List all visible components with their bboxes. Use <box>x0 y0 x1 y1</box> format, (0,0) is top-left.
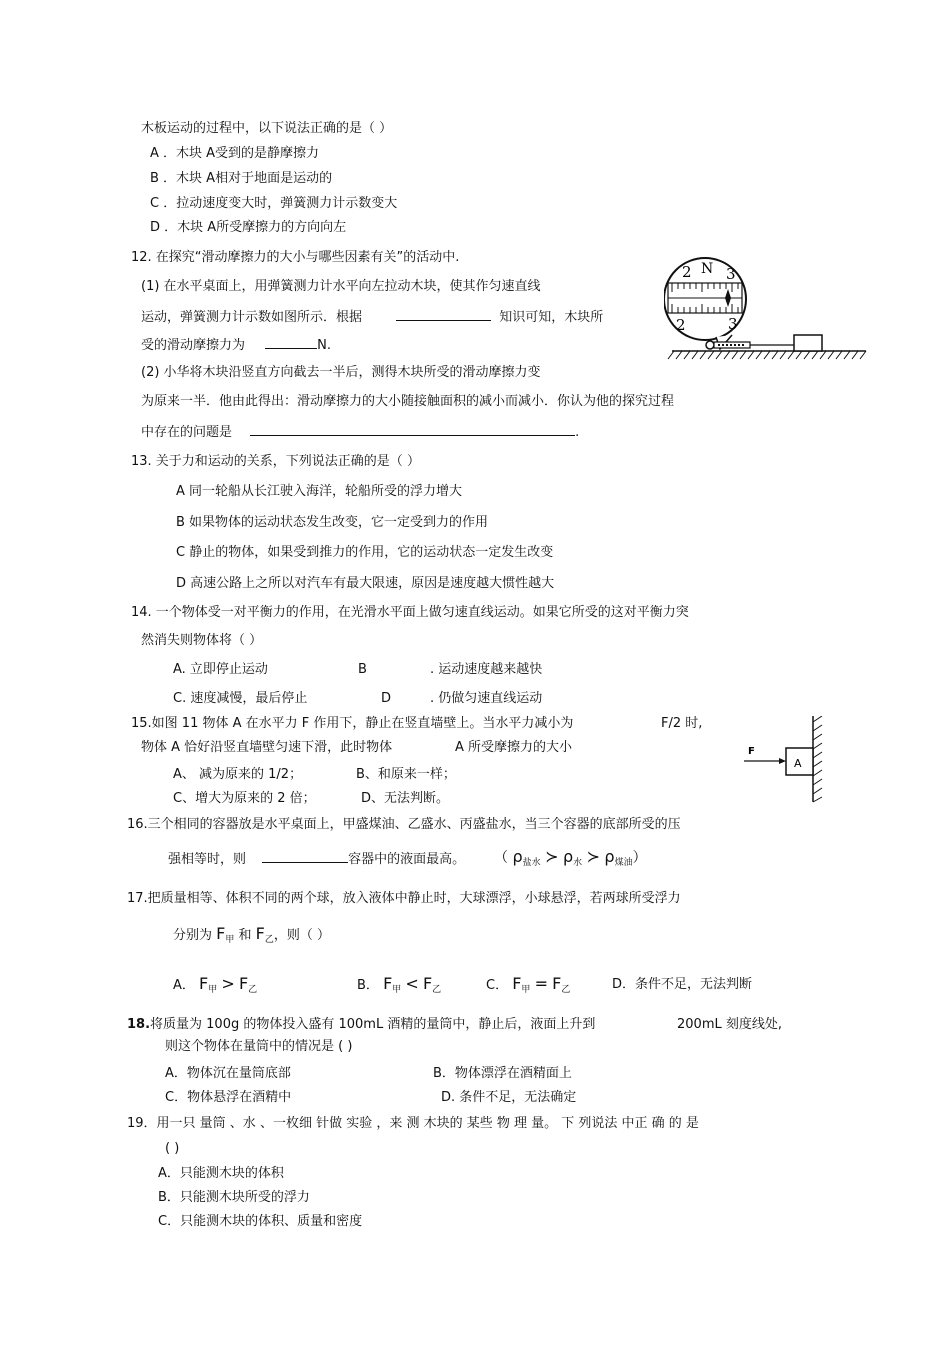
sub-jia: 甲 <box>225 935 235 945</box>
surface-hatch <box>668 351 866 359</box>
q17-stem-line2 <box>173 924 330 950</box>
q12-text: 中存在的问题是 <box>141 425 233 440</box>
sub-jia: 甲 <box>392 985 402 995</box>
q18-option-c: C．物体悬浮在酒精中 <box>165 1090 292 1105</box>
rho-sub-saltwater: 盐水 <box>522 858 541 868</box>
q19-option-a: A．只能测木块的体积 <box>158 1166 284 1181</box>
q19-stem-line2: ( ) <box>165 1141 180 1156</box>
q12-spring-scale-figure <box>664 255 868 373</box>
q12-unit: N. <box>317 338 332 353</box>
q11-option-c: C ．拉动速度变大时，弹簧测力计示数变大 <box>150 196 398 211</box>
q18-option-d: D. 条件不足，无法确定 <box>441 1090 577 1105</box>
q16-text: 强相等时，则 <box>168 852 247 867</box>
q15-stem-line1b: F/2 时, <box>661 716 703 731</box>
q13-stem: 13. 关于力和运动的关系，下列说法正确的是（ ） <box>131 454 420 469</box>
paren-right: ） <box>632 850 647 866</box>
force-f: F <box>216 924 226 943</box>
q12-text: 知识可知，木块所 <box>499 310 604 325</box>
force-f: F <box>238 974 249 993</box>
q11-stem: 木板运动的过程中，以下说法正确的是（ ） <box>141 121 393 136</box>
q16-text: 容器中的液面最高。 <box>348 852 466 867</box>
q17-text: ，则（ ） <box>273 928 331 943</box>
q12-stem: 12. 在探究“滑动摩擦力的大小与哪些因素有关”的活动中. <box>131 250 460 265</box>
force-f: F <box>552 974 562 993</box>
q11-option-d: D ．木块 A所受摩擦力的方向向左 <box>150 220 347 235</box>
wall-hatch <box>813 716 822 802</box>
sub-yi: 乙 <box>264 935 274 945</box>
q18-stem-line1 <box>127 1017 595 1033</box>
q15-option-b: B、和原来一样； <box>356 767 456 782</box>
q14-stem-line1: 14. 一个物体受一对平衡力的作用，在光滑水平面上做匀速直线运动。如果它所受的这对平衡力突 <box>131 605 689 620</box>
q12-period: . <box>575 425 580 440</box>
force-label-f: F <box>748 746 755 757</box>
q19-option-b: B．只能测木块所受的浮力 <box>158 1190 310 1205</box>
q15-option-c: C、增大为原来的 2 倍； <box>173 791 316 806</box>
q18-number: 18. <box>127 1017 151 1032</box>
scale-unit-n: N <box>701 261 714 277</box>
q18-option-b: B．物体漂浮在酒精面上 <box>433 1066 572 1081</box>
less-symbol: < <box>405 974 419 993</box>
q17-text: 和 <box>238 928 252 943</box>
sub-jia: 甲 <box>521 985 531 995</box>
rho-sub-water: 水 <box>573 858 583 868</box>
rho-symbol: ρ <box>562 847 574 866</box>
greater-symbol: > <box>221 974 235 993</box>
greater-symbol: ≻ <box>545 847 559 866</box>
q12-text: 受的滑动摩擦力为 <box>141 338 246 353</box>
q18-option-a: A．物体沉在量筒底部 <box>165 1066 291 1081</box>
q11-option-b: B ．木块 A相对于地面是运动的 <box>150 171 333 186</box>
q15-stem-line2a: 物体 A 恰好沿竖直墙壁匀速下滑，此时物体 <box>141 740 393 755</box>
q16-stem-line1: 16.三个相同的容器放是水平桌面上，甲盛煤油、乙盛水、丙盛盐水，当三个容器的底部所受的压 <box>127 817 681 832</box>
greater-symbol: ≻ <box>586 847 600 866</box>
scale-number-2b: 2 <box>676 316 686 334</box>
rho-sub-kerosene: 煤油 <box>614 858 633 868</box>
q19-stem-line1: 19．用一只 量筒 、水 、一枚细 针做 实验 ，来 测 木块的 某些 物 理 量。 下 列说法 中正 确 的 是 <box>127 1116 699 1131</box>
q15-stem-line2b: A 所受摩擦力的大小 <box>455 740 573 755</box>
force-f: F <box>199 974 209 993</box>
rho-symbol: ρ <box>604 847 615 866</box>
q12-part1-line1: (1) 在水平桌面上，用弹簧测力计水平向左拉动木块，使其作匀速直线 <box>141 279 541 294</box>
q15-option-d: D、无法判断。 <box>361 791 450 806</box>
q12-blank-knowledge[interactable] <box>396 308 491 321</box>
paren-left: （ <box>494 850 508 866</box>
q15-option-a: A、 减为原来的 1/2； <box>173 767 303 782</box>
arrow-head-icon <box>779 758 786 764</box>
scale-number-3b: 3 <box>728 315 738 333</box>
q16-blank-container[interactable] <box>262 850 348 863</box>
equal-symbol: = <box>534 974 548 993</box>
q17-stem-line1: 17.把质量相等、体积不同的两个球，放入液体中静止时，大球漂浮，小球悬浮，若两球所受浮力 <box>127 891 681 906</box>
force-f: F <box>383 974 393 993</box>
q12-part2-line3 <box>141 423 579 441</box>
q17-option-a <box>173 974 257 1000</box>
q15-stem-line1a: 15.如图 11 物体 A 在水平力 F 作用下，静止在竖直墙壁上。当水平力减小为 <box>131 716 574 731</box>
q14-option-d-text: . 仍做匀速直线运动 <box>430 691 543 706</box>
q13-option-d: D 高速公路上之所以对汽车有最大限速，原因是速度越大惯性越大 <box>176 576 555 591</box>
sub-yi: 乙 <box>561 985 571 995</box>
q19-option-c: C．只能测木块的体积、质量和密度 <box>158 1214 363 1229</box>
q12-blank-problem[interactable] <box>250 423 575 436</box>
scale-number-3a: 3 <box>726 265 736 283</box>
q14-option-c: C. 速度减慢，最后停止 <box>173 691 308 706</box>
q17-option-d: D．条件不足，无法判断 <box>612 977 753 992</box>
q18-text: 将质量为 100g 的物体投入盛有 100mL 酒精的量筒中，静止后，液面上升到 <box>150 1017 596 1032</box>
q16-density-relation <box>494 846 647 874</box>
q17-option-b <box>357 974 441 1000</box>
scale-number-2: 2 <box>682 263 692 281</box>
q13-option-b: B 如果物体的运动状态发生改变，它一定受到力的作用 <box>176 515 489 530</box>
option-letter: B． <box>357 978 379 993</box>
q16-stem-line2 <box>168 850 465 868</box>
sub-yi: 乙 <box>248 985 258 995</box>
q12-part1-line3 <box>141 336 331 354</box>
rho-symbol: ρ <box>512 847 523 866</box>
wood-block <box>794 335 822 351</box>
block-a-label: A <box>794 757 802 770</box>
q12-part2-line2: 为原来一半．他由此得出：滑动摩擦力的大小随接触面积的减小而减小．你认为他的探究过程 <box>141 394 675 409</box>
q14-option-d-letter: D <box>381 691 392 706</box>
scale-ring <box>706 341 714 349</box>
q14-option-b-text: . 运动速度越来越快 <box>430 662 543 677</box>
q18-stem-line1b: 200mL 刻度线处, <box>677 1017 782 1032</box>
q11-option-a: A ．木块 A受到的是静摩擦力 <box>150 146 320 161</box>
option-letter: C． <box>486 978 509 993</box>
sub-yi: 乙 <box>432 985 442 995</box>
force-f: F <box>512 974 522 993</box>
q14-option-a: A. 立即停止运动 <box>173 662 268 677</box>
sub-jia: 甲 <box>208 985 218 995</box>
q15-wall-block-figure <box>744 716 828 806</box>
q18-stem-line2: 则这个物体在量筒中的情况是 ( ) <box>165 1039 353 1054</box>
force-f: F <box>255 924 265 943</box>
q14-stem-line2: 然消失则物体将（ ） <box>141 633 263 648</box>
option-letter: A． <box>173 978 195 993</box>
q14-option-b-letter: B <box>358 662 367 677</box>
q13-option-c: C 静止的物体，如果受到推力的作用，它的运动状态一定发生改变 <box>176 545 554 560</box>
q17-text: 分别为 <box>173 928 213 943</box>
q13-option-a: A 同一轮船从长江驶入海洋，轮船所受的浮力增大 <box>176 484 463 499</box>
force-f: F <box>422 974 433 993</box>
q17-option-c <box>486 974 570 1000</box>
q12-blank-friction[interactable] <box>265 336 317 349</box>
q12-part2-line1: (2) 小华将木块沿竖直方向截去一半后，测得木块所受的滑动摩擦力变 <box>141 365 541 380</box>
q12-text: 运动，弹簧测力计示数如图所示．根据 <box>141 310 363 325</box>
q12-part1-line2 <box>141 308 603 326</box>
